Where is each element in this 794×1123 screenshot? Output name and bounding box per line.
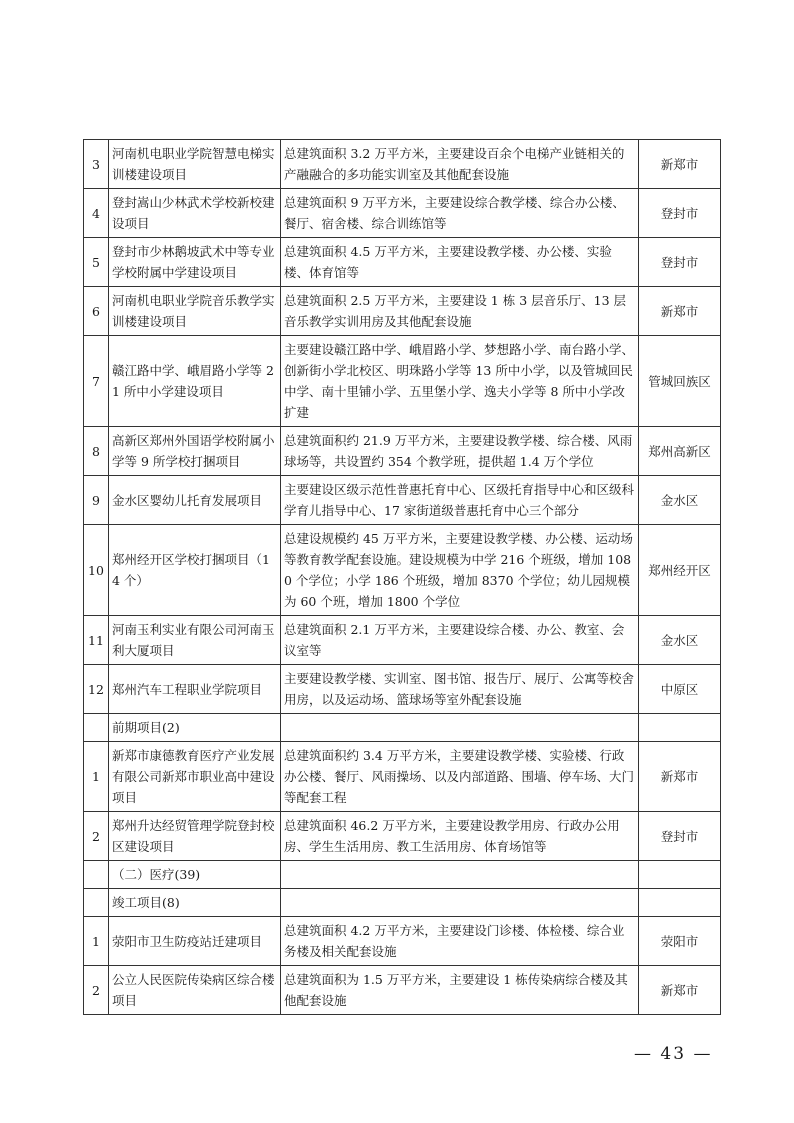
section-label: 前期项目(2) bbox=[109, 714, 281, 742]
row-number: 2 bbox=[84, 966, 109, 1015]
project-description: 总建筑面积约 21.9 万平方米，主要建设教学楼、综合楼、风雨球场等，共设置约 354 个教学班，提供超 1.4 万个学位 bbox=[281, 427, 639, 476]
project-location: 新郑市 bbox=[639, 966, 721, 1015]
empty-cell bbox=[639, 714, 721, 742]
table-row bbox=[84, 665, 721, 714]
section-row bbox=[84, 889, 721, 917]
project-location: 登封市 bbox=[639, 189, 721, 238]
table-row bbox=[84, 287, 721, 336]
row-number: 7 bbox=[84, 336, 109, 427]
row-number: 11 bbox=[84, 616, 109, 665]
project-name: 高新区郑州外国语学校附属小学等 9 所学校打捆项目 bbox=[109, 427, 281, 476]
section-row bbox=[84, 714, 721, 742]
row-number: 9 bbox=[84, 476, 109, 525]
empty-cell bbox=[639, 889, 721, 917]
section-index-cell bbox=[84, 714, 109, 742]
project-name: 赣江路中学、峨眉路小学等 21 所中小学建设项目 bbox=[109, 336, 281, 427]
table-row bbox=[84, 616, 721, 665]
project-name: 河南玉利实业有限公司河南玉利大厦项目 bbox=[109, 616, 281, 665]
project-name: 公立人民医院传染病区综合楼项目 bbox=[109, 966, 281, 1015]
empty-cell bbox=[639, 861, 721, 889]
project-description: 主要建设赣江路中学、峨眉路小学、梦想路小学、南台路小学、创新街小学北校区、明珠路小学等 13 所中小学，以及管城回民中学、南十里铺小学、五里堡小学、逸夫小学等 8 所中小学改扩建 bbox=[281, 336, 639, 427]
row-number: 1 bbox=[84, 742, 109, 812]
project-location: 登封市 bbox=[639, 812, 721, 861]
project-name: 郑州升达经贸管理学院登封校区建设项目 bbox=[109, 812, 281, 861]
project-description: 总建筑面积 2.5 万平方米，主要建设 1 栋 3 层音乐厅、13 层音乐教学实训用房及其他配套设施 bbox=[281, 287, 639, 336]
project-description: 总建筑面积 3.2 万平方米，主要建设百余个电梯产业链相关的产融融合的多功能实训室及其他配套设施 bbox=[281, 140, 639, 189]
table-row bbox=[84, 742, 721, 812]
project-name: 郑州汽车工程职业学院项目 bbox=[109, 665, 281, 714]
project-description: 总建筑面积为 1.5 万平方米，主要建设 1 栋传染病综合楼及其他配套设施 bbox=[281, 966, 639, 1015]
project-location: 管城回族区 bbox=[639, 336, 721, 427]
table-row bbox=[84, 238, 721, 287]
project-location: 新郑市 bbox=[639, 742, 721, 812]
project-location: 荥阳市 bbox=[639, 917, 721, 966]
section-row bbox=[84, 861, 721, 889]
section-index-cell bbox=[84, 861, 109, 889]
table-row bbox=[84, 525, 721, 616]
row-number: 8 bbox=[84, 427, 109, 476]
project-location: 金水区 bbox=[639, 616, 721, 665]
project-name: 登封市少林鹅坡武术中等专业学校附属中学建设项目 bbox=[109, 238, 281, 287]
project-location: 郑州经开区 bbox=[639, 525, 721, 616]
project-location: 郑州高新区 bbox=[639, 427, 721, 476]
project-description: 总建设规模约 45 万平方米，主要建设教学楼、办公楼、运动场等教育教学配套设施。建设规模为中学 216 个班级，增加 1080 个学位；小学 186 个班级，增加 8370 个学位；幼儿园规模为 60 个班，增加 1800 个学位 bbox=[281, 525, 639, 616]
empty-cell bbox=[281, 861, 639, 889]
project-name: 金水区婴幼儿托育发展项目 bbox=[109, 476, 281, 525]
project-name: 荥阳市卫生防疫站迁建项目 bbox=[109, 917, 281, 966]
project-description: 主要建设教学楼、实训室、图书馆、报告厅、展厅、公寓等校舍用房，以及运动场、篮球场等室外配套设施 bbox=[281, 665, 639, 714]
table-row bbox=[84, 476, 721, 525]
row-number: 3 bbox=[84, 140, 109, 189]
project-location: 新郑市 bbox=[639, 140, 721, 189]
project-location: 中原区 bbox=[639, 665, 721, 714]
project-name: 登封嵩山少林武术学校新校建设项目 bbox=[109, 189, 281, 238]
row-number: 10 bbox=[84, 525, 109, 616]
page-number: — 43 — bbox=[634, 1044, 713, 1064]
project-table bbox=[83, 139, 721, 1015]
project-location: 新郑市 bbox=[639, 287, 721, 336]
table-row bbox=[84, 140, 721, 189]
project-location: 登封市 bbox=[639, 238, 721, 287]
table-row bbox=[84, 427, 721, 476]
project-description: 总建筑面积约 3.4 万平方米，主要建设教学楼、实验楼、行政办公楼、餐厅、风雨操场、以及内部道路、围墙、停车场、大门等配套工程 bbox=[281, 742, 639, 812]
empty-cell bbox=[281, 714, 639, 742]
row-number: 4 bbox=[84, 189, 109, 238]
project-name: 河南机电职业学院智慧电梯实训楼建设项目 bbox=[109, 140, 281, 189]
table-row bbox=[84, 812, 721, 861]
table-row bbox=[84, 336, 721, 427]
row-number: 5 bbox=[84, 238, 109, 287]
row-number: 2 bbox=[84, 812, 109, 861]
project-description: 总建筑面积 46.2 万平方米，主要建设教学用房、行政办公用房、学生生活用房、教工生活用房、体育场馆等 bbox=[281, 812, 639, 861]
project-name: 郑州经开区学校打捆项目（14 个） bbox=[109, 525, 281, 616]
project-name: 新郑市康德教育医疗产业发展有限公司新郑市职业高中建设项目 bbox=[109, 742, 281, 812]
section-index-cell bbox=[84, 889, 109, 917]
project-description: 总建筑面积 4.5 万平方米，主要建设教学楼、办公楼、实验楼、体育馆等 bbox=[281, 238, 639, 287]
row-number: 12 bbox=[84, 665, 109, 714]
table-row bbox=[84, 966, 721, 1015]
project-description: 主要建设区级示范性普惠托育中心、区级托育指导中心和区级科学育儿指导中心、17 家街道级普惠托育中心三个部分 bbox=[281, 476, 639, 525]
section-label: 竣工项目(8) bbox=[109, 889, 281, 917]
project-description: 总建筑面积 4.2 万平方米，主要建设门诊楼、体检楼、综合业务楼及相关配套设施 bbox=[281, 917, 639, 966]
table-row bbox=[84, 189, 721, 238]
project-description: 总建筑面积 9 万平方米，主要建设综合教学楼、综合办公楼、餐厅、宿舍楼、综合训练馆等 bbox=[281, 189, 639, 238]
table-row bbox=[84, 917, 721, 966]
project-name: 河南机电职业学院音乐教学实训楼建设项目 bbox=[109, 287, 281, 336]
row-number: 6 bbox=[84, 287, 109, 336]
project-location: 金水区 bbox=[639, 476, 721, 525]
section-label: （二）医疗(39) bbox=[109, 861, 281, 889]
project-description: 总建筑面积 2.1 万平方米，主要建设综合楼、办公、教室、会议室等 bbox=[281, 616, 639, 665]
empty-cell bbox=[281, 889, 639, 917]
project-table-body bbox=[84, 140, 721, 1015]
row-number: 1 bbox=[84, 917, 109, 966]
